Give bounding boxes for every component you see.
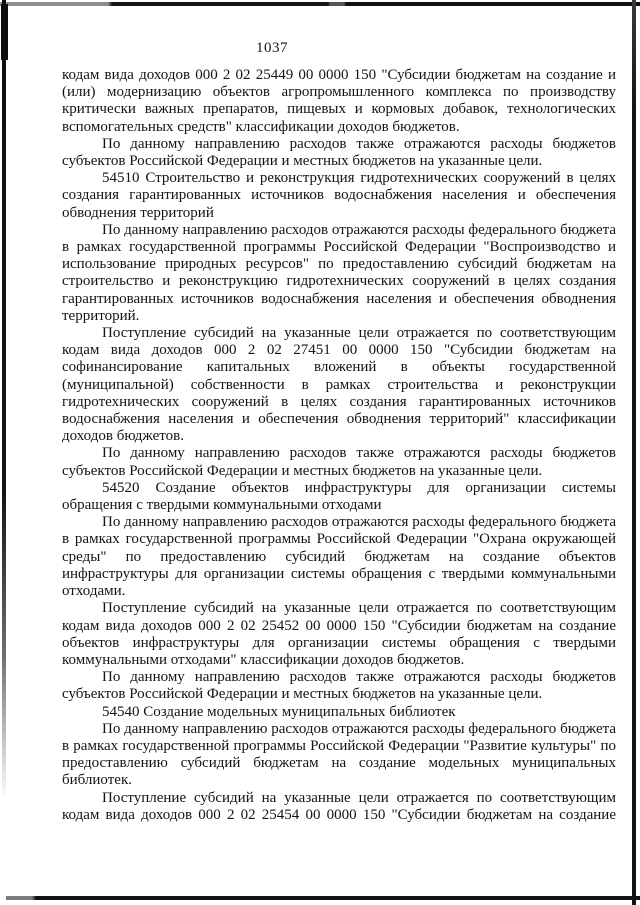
- paragraph-section-54540: 54540 Создание модельных муниципальных библиотек: [102, 703, 456, 720]
- paragraph: Поступление субсидий на указанные цели отражается по соответствующим кодам вида доходов 000 2 02 27451 00 0000 150 "Субсидии бюджетам на софинансирование капитальных вложений в объекты государственной (муниципальной) собственности в рамках строительства и реконструкции гидротехнических сооружений в целях создания гарантированных источников водоснабжения населения и обеспечения обводнения территорий" классификации доходов бюджетов.: [62, 325, 616, 445]
- paragraph-section-54520: 54520 Создание объектов инфраструктуры для организации системы обращения с твердыми коммунальными отходами: [62, 479, 616, 514]
- document-body: [62, 67, 616, 824]
- scan-artifact-bottom-edge: [6, 896, 640, 900]
- paragraph: По данному направлению расходов отражаются расходы федерального бюджета в рамках государственной программы Российской Федерации "Охрана окружающей среды" по предоставлению субсидий бюджетам на создание объектов инфраструктуры для организации системы обращения с твердыми коммунальными отходами.: [62, 514, 616, 600]
- paragraph: По данному направлению расходов отражаются расходы федерального бюджета в рамках государственной программы Российской Федерации "Развитие культуры" по предоставлению субсидий бюджетам на создание модельных муниципальных библиотек.: [62, 720, 616, 789]
- scan-artifact-top-edge: [0, 2, 640, 6]
- paragraph: По данному направлению расходов также отражаются расходы бюджетов субъектов Российской Федерации и местных бюджетов на указанные цели.: [62, 135, 616, 170]
- page-number: 1037: [256, 40, 288, 56]
- scan-artifact-right-edge: [632, 0, 636, 905]
- paragraph: По данному направлению расходов также отражаются расходы бюджетов субъектов Российской Федерации и местных бюджетов на указанные цели.: [62, 669, 616, 703]
- paragraph: По данному направлению расходов отражаются расходы федерального бюджета в рамках государственной программы Российской Федерации "Воспроизводство и использование природных ресурсов" по предоставлению субсидий бюджетам на строительство и реконструкцию гидротехнических сооружений в целях создания гарантированных источников водоснабжения населения и обеспечения обводнения территорий.: [62, 221, 616, 324]
- paragraph: По данному направлению расходов также отражаются расходы бюджетов субъектов Российской Федерации и местных бюджетов на указанные цели.: [62, 445, 616, 479]
- scan-artifact-left-edge: [2, 0, 6, 800]
- paragraph-runs-to-next-page: Поступление субсидий на указанные цели отражается по соответствующим кодам вида доходов 000 2 02 25454 00 0000 150 "Субсидии бюджетам на создание: [62, 789, 616, 823]
- paragraph-continuation: кодам вида доходов 000 2 02 25449 00 0000 150 "Субсидии бюджетам на создание и (или) модернизацию объектов агропромышленного комплекса по производству критически важных препаратов, пищевых и кормовых добавок, технологических вспомогательных средств" классификации доходов бюджетов.: [62, 67, 616, 135]
- paragraph: Поступление субсидий на указанные цели отражается по соответствующим кодам вида доходов 000 2 02 25452 00 0000 150 "Субсидии бюджетам на создание объектов инфраструктуры для организации системы обращения с твердыми коммунальными отходами" классификации доходов бюджетов.: [62, 600, 616, 668]
- paragraph-section-54510: 54510 Строительство и реконструкция гидротехнических сооружений в целях создания гарантированных источников водоснабжения населения и обеспечения обводнения территорий: [62, 170, 616, 221]
